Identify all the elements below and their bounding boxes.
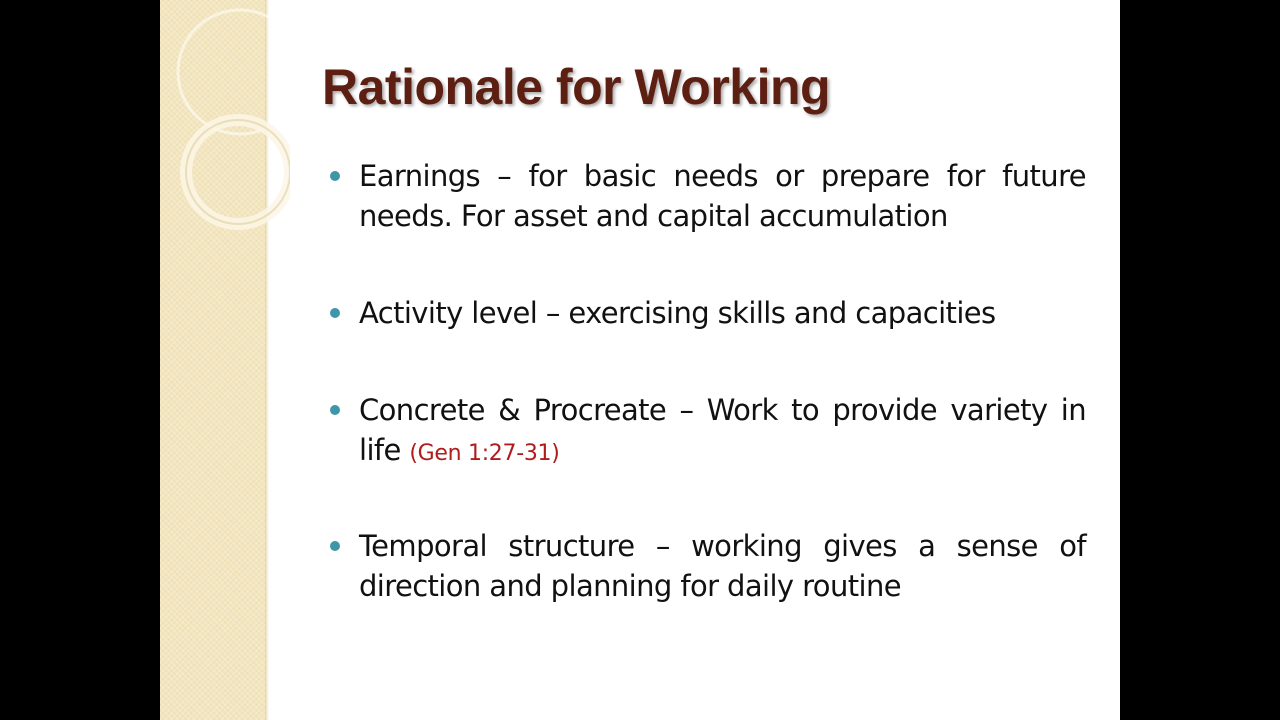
decorative-rings-graphic <box>160 0 290 260</box>
bullet-text-main: Earnings – for basic needs or prepare for future needs. For asset and capital accumulation <box>359 159 1086 233</box>
scripture-citation: (Gen 1:27-31) <box>409 441 560 466</box>
bullet-text <box>359 156 1086 236</box>
bullet-item-concrete-procreate <box>330 390 1086 474</box>
bullet-text-main: Temporal structure – working gives a sense of direction and planning for daily routine <box>359 529 1086 603</box>
slide-title: Rationale for Working <box>322 59 831 115</box>
bullet-dot-icon <box>330 308 340 318</box>
bullet-item-earnings <box>330 156 1086 236</box>
bullet-dot-icon <box>330 171 340 181</box>
bullet-text-main: Concrete & Procreate – Work to provide variety in life <box>359 393 1086 467</box>
bullet-dot-icon <box>330 405 340 415</box>
slide <box>160 0 1120 720</box>
bullet-text <box>359 390 1086 474</box>
bullet-text <box>359 526 1086 606</box>
bullet-text <box>359 293 1086 333</box>
bullet-text-main: Activity level – exercising skills and capacities <box>359 296 996 330</box>
bullet-dot-icon <box>330 541 340 551</box>
bullet-item-activity-level <box>330 293 1086 333</box>
bullet-item-temporal-structure <box>330 526 1086 606</box>
